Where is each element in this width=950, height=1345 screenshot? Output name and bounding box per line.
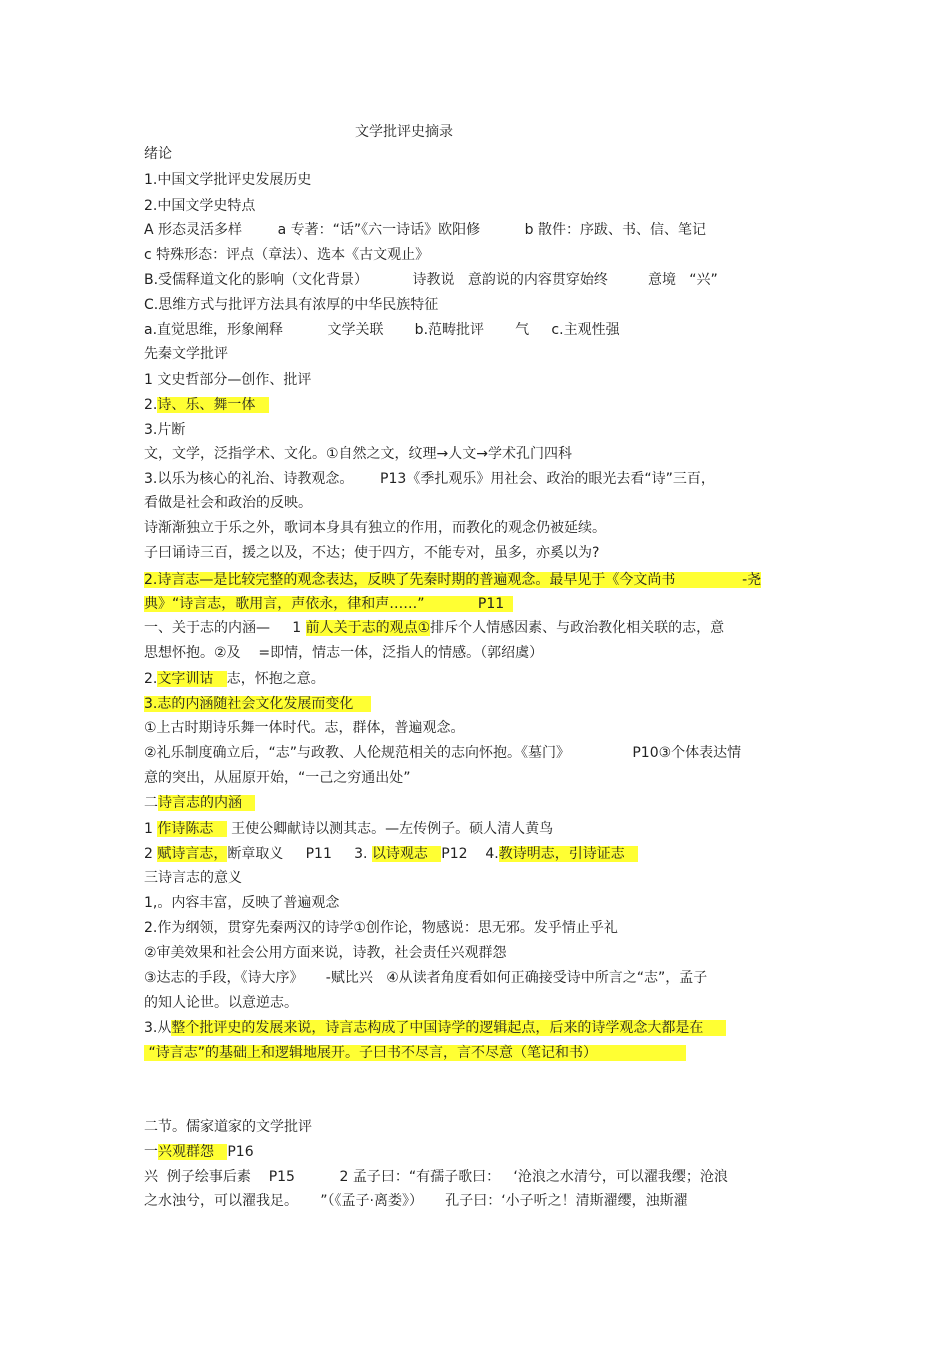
text-segment: 意的突出，从屈原开始，“一己之穷通出处”	[144, 770, 411, 786]
text-line	[144, 819, 553, 839]
text-segment: P12 4.	[441, 846, 499, 862]
text-segment: 志，怀抱之意。	[226, 671, 325, 687]
text-line	[144, 669, 325, 689]
text-line	[144, 320, 620, 340]
text-segment: 的知人论世。以意逆志。	[144, 995, 298, 1011]
text-line	[144, 1117, 312, 1137]
text-line	[144, 493, 312, 513]
text-line	[144, 196, 255, 216]
text-segment: 二节。儒家道家的文学批评	[144, 1119, 312, 1135]
text-line	[144, 968, 707, 988]
text-line	[144, 570, 761, 590]
text-segment: c 特殊形态：评点（章法）、选本《古文观止》	[144, 247, 430, 263]
text-segment: 一、关于志的内涵— 1	[144, 620, 306, 636]
text-line	[144, 618, 724, 638]
highlighted-text: 3.志的内涵随社会文化发展而变化	[144, 696, 372, 712]
highlighted-text: “诗言志”的基础上和逻辑地展开。子曰书不尽言，言不尽意（笔记和书）	[144, 1045, 686, 1061]
highlighted-text: 前人关于志的观点①	[305, 620, 431, 636]
text-line	[144, 1142, 254, 1162]
text-line	[144, 1167, 728, 1187]
text-segment: 2	[144, 846, 158, 862]
text-segment: ①上古时期诗乐舞一体时代。志，群体，普遍观念。	[144, 720, 465, 736]
text-line	[144, 420, 185, 440]
text-line	[144, 868, 242, 888]
highlighted-text: 教诗明志，引诗证志	[498, 846, 639, 862]
highlighted-text: 赋诗言志，	[157, 846, 228, 862]
text-line	[144, 518, 606, 538]
text-line	[144, 918, 618, 938]
text-segment: 思想怀抱。②及 =即情，情志一体，泛指人的情感。（郭绍虞）	[144, 645, 544, 661]
text-line	[144, 844, 638, 864]
text-line	[144, 943, 507, 963]
text-segment: 3.从	[144, 1020, 172, 1036]
highlighted-text: 以诗观志	[371, 846, 442, 862]
text-segment: 先秦文学批评	[144, 346, 228, 362]
highlighted-text: 作诗陈志	[157, 821, 227, 837]
text-line	[144, 543, 599, 563]
text-line	[144, 344, 228, 364]
text-segment: 3.以乐为核心的礼治、诗教观念。 P13《季扎观乐》用社会、政治的眼光去看“诗”三百，	[144, 471, 715, 487]
highlighted-text: 整个批评史的发展来说，诗言志构成了中国诗学的逻辑起点，后来的诗学观念大都是在	[171, 1020, 726, 1036]
highlighted-text: 2.	[144, 572, 158, 588]
text-line	[144, 245, 429, 265]
text-line	[144, 370, 311, 390]
text-segment: ②礼乐制度确立后，“志”与政教、人伦规范相关的志向怀抱。《墓门》 P10③个体表达情	[144, 745, 742, 761]
page-title: 文学批评史摘录	[355, 124, 453, 140]
text-line	[144, 444, 572, 464]
text-segment: 兴 例子绘事后素 P15 2 孟子曰：“有孺子歌曰： ‘沧浪之水清兮，可以濯我缨；沧浪	[144, 1169, 728, 1185]
highlighted-text: 诗言志—是比较完整的观念表达，反映了先秦时期的普遍观念。最早见于《今文尚书 -尧	[157, 572, 762, 588]
text-segment: 3.片断	[144, 422, 186, 438]
highlighted-text: 诗、乐、舞一体	[157, 397, 269, 413]
text-line	[144, 893, 339, 913]
text-line	[144, 220, 706, 240]
text-segment: 看做是社会和政治的反映。	[144, 495, 312, 511]
text-line	[144, 793, 255, 813]
text-line	[144, 1043, 686, 1063]
text-line	[144, 594, 513, 614]
text-line	[144, 743, 741, 763]
text-segment: B.受儒释道文化的影响（文化背景） 诗教说 意韵说的内容贯穿始终 意境 “兴”	[144, 272, 718, 288]
text-segment: 1	[144, 821, 158, 837]
highlighted-text: 诗言志的内涵	[158, 795, 256, 811]
text-line	[144, 170, 311, 190]
text-segment: ③达志的手段，《诗大序》 -赋比兴 ④从读者角度看如何正确接受诗中所言之“志”，孟子	[144, 970, 708, 986]
text-segment: 绪论	[144, 146, 172, 162]
highlighted-text: 兴观群怨	[158, 1144, 228, 1160]
highlighted-text: 文字训诂	[157, 671, 227, 687]
text-line	[144, 395, 269, 415]
text-segment: 2.	[144, 671, 158, 687]
text-segment: 1.中国文学批评史发展历史	[144, 172, 312, 188]
text-line	[144, 270, 718, 290]
text-segment: 三诗言志的意义	[144, 870, 242, 886]
text-segment: 子曰诵诗三百，援之以及，不达；使于四方，不能专对，虽多，亦奚以为?	[144, 545, 600, 561]
text-segment: 2.中国文学史特点	[144, 198, 256, 214]
text-line	[144, 1191, 688, 1211]
text-segment: 文，文学，泛指学术、文化。①自然之文，纹理→人文→学术孔门四科	[144, 446, 573, 462]
text-segment: 1 文史哲部分—创作、批评	[144, 372, 312, 388]
text-line	[144, 993, 298, 1013]
text-segment: 1,。内容丰富，反映了普遍观念	[144, 895, 340, 911]
text-segment: A 形态灵活多样 a 专著：“话”《六一诗话》欧阳修 b 散件：序跋、书、信、笔记	[144, 222, 707, 238]
highlighted-text: 典》“诗言志，歌用言，声依永，律和声……” P11	[144, 596, 514, 612]
text-line	[144, 295, 438, 315]
text-segment: C.思维方式与批评方法具有浓厚的中华民族特征	[144, 297, 439, 313]
text-segment: 断章取义 P11 3.	[227, 846, 372, 862]
text-segment: a.直觉思维，形象阐释 文学关联 b.范畴批评 气 c.主观性强	[144, 322, 620, 338]
text-segment: 王使公卿献诗以测其志。—左传例子。硕人清人黄鸟	[226, 821, 554, 837]
text-line	[144, 1018, 726, 1038]
text-segment: 诗渐渐独立于乐之外，歌词本身具有独立的作用，而教化的观念仍被延续。	[144, 520, 606, 536]
text-line	[144, 469, 715, 489]
text-line	[144, 718, 465, 738]
text-line	[144, 694, 371, 714]
text-segment: 之水浊兮，可以濯我足。 ”（《孟子·离娄》） 孔子曰：‘小子听之！清斯濯缨，浊斯濯	[144, 1193, 688, 1209]
text-line	[144, 643, 543, 663]
text-segment: 排斥个人情感因素、与政治教化相关联的志，意	[430, 620, 725, 636]
text-segment: 2.作为纲领，贯穿先秦两汉的诗学①创作论，物感说：思无邪。发乎情止乎礼	[144, 920, 618, 936]
text-segment: 二	[144, 795, 158, 811]
text-segment: 一	[144, 1144, 158, 1160]
text-segment: 2.	[144, 397, 158, 413]
text-line	[144, 768, 411, 788]
text-line	[144, 144, 172, 164]
text-segment: P16	[227, 1144, 254, 1160]
text-segment: ②审美效果和社会公用方面来说，诗教，社会责任兴观群怨	[144, 945, 507, 961]
